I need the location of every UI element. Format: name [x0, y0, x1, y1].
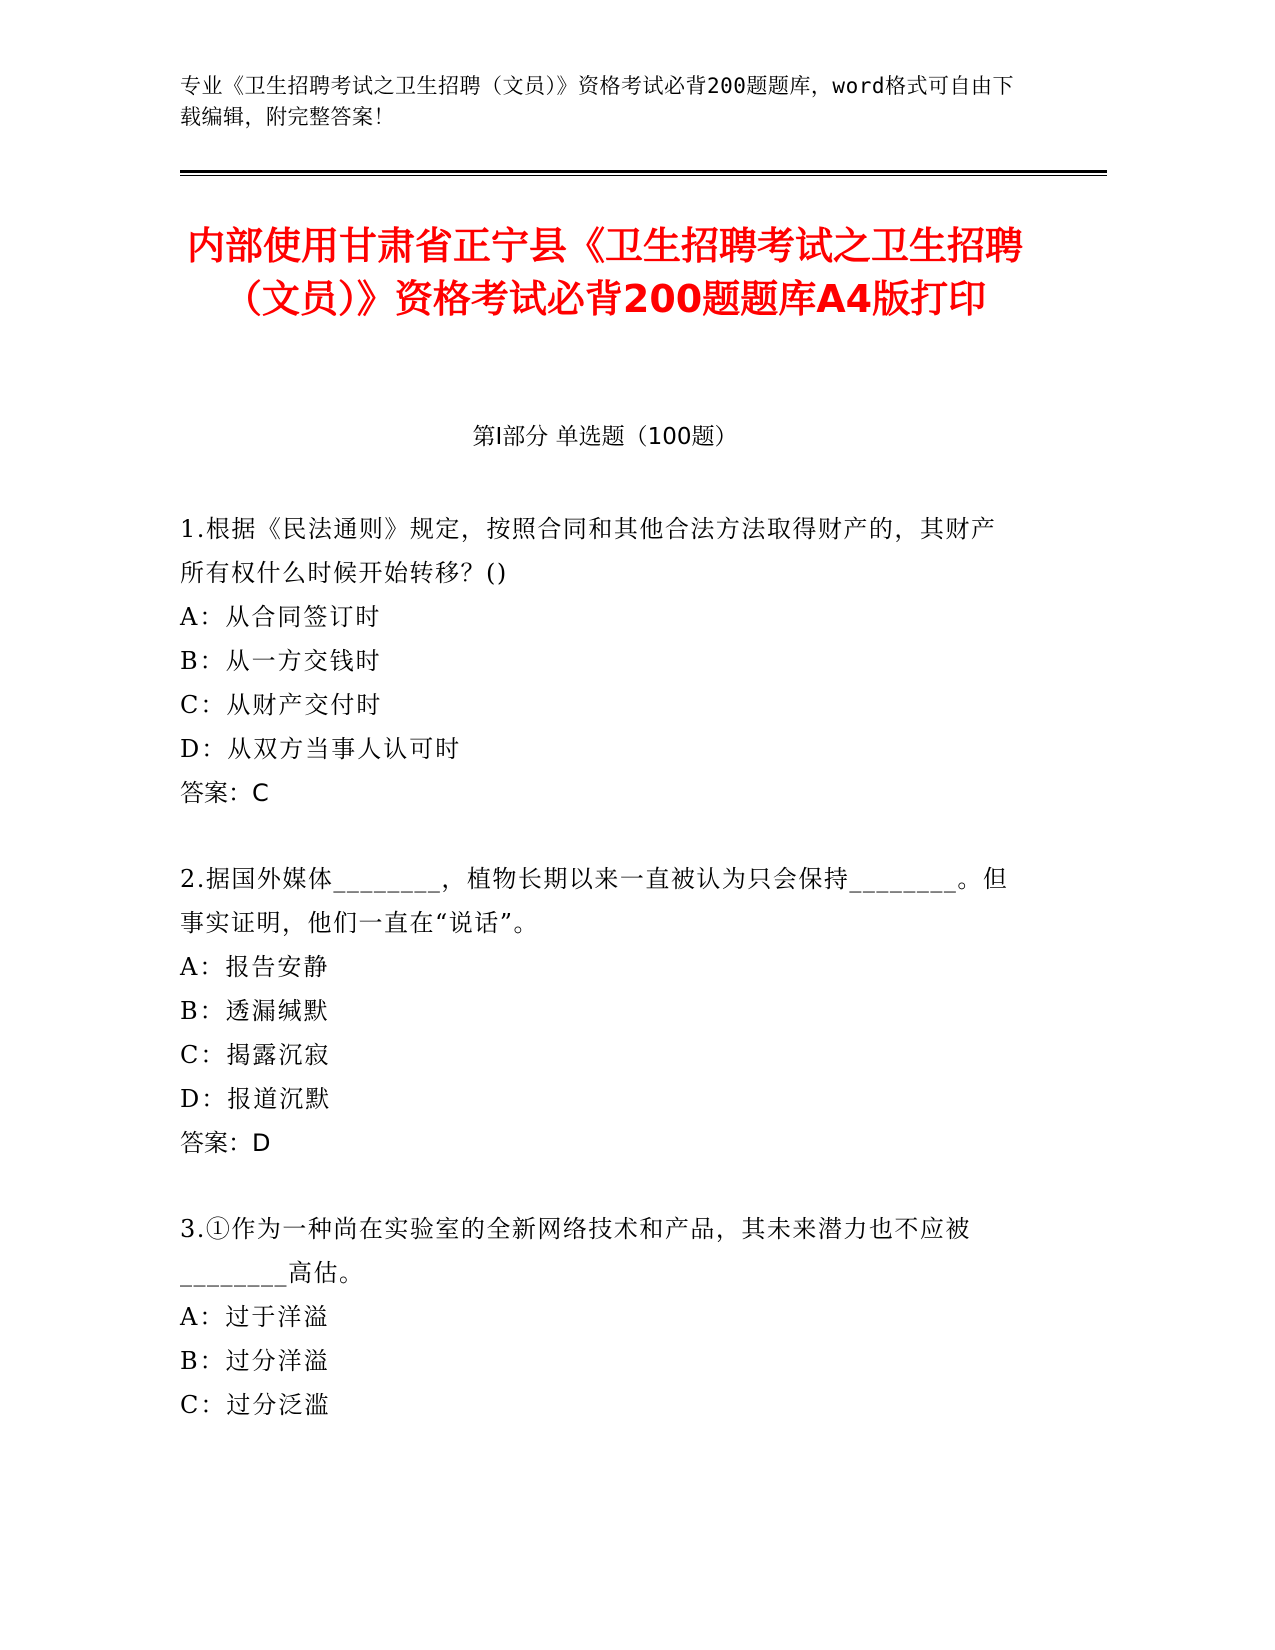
option-c: C：揭露沉寂: [180, 1041, 331, 1069]
header-divider-thick: [180, 170, 1107, 173]
document-title: 内部使用甘肃省正宁县《卫生招聘考试之卫生招聘（文员）》资格考试必背200题题库A4版打印: [186, 224, 1023, 321]
question-text: 3.①作为一种尚在实验室的全新网络技术和产品，其未来潜力也不应被________高估。: [180, 1215, 971, 1287]
option-c: C：从财产交付时: [180, 691, 383, 719]
option-b: B：过分洋溢: [180, 1347, 330, 1375]
option-b: B：从一方交钱时: [180, 647, 382, 675]
option-a: A：过于洋溢: [180, 1303, 330, 1331]
question-text: 1.根据《民法通则》规定，按照合同和其他合法方法取得财产的，其财产所有权什么时候开始转移？(): [180, 515, 997, 587]
option-a: A：从合同签订时: [180, 603, 382, 631]
question-1: [180, 507, 1012, 815]
header-divider-thin: [180, 175, 1107, 176]
option-a: A：报告安静: [180, 953, 330, 981]
question-2: [180, 857, 1012, 1165]
option-b: B：透漏缄默: [180, 997, 330, 1025]
section-title: 第Ⅰ部分 单选题（100题）: [472, 424, 738, 450]
option-c: C：过分泛滥: [180, 1391, 331, 1419]
header-note: 专业《卫生招聘考试之卫生招聘（文员）》资格考试必背200题题库，word格式可自由下载编辑，附完整答案！: [180, 74, 1014, 129]
question-3: [180, 1207, 1012, 1427]
answer: 答案：C: [180, 779, 269, 807]
option-d: D：从双方当事人认可时: [180, 735, 462, 763]
option-d: D：报道沉默: [180, 1085, 332, 1113]
question-list: [180, 507, 1012, 1469]
question-text: 2.据国外媒体________，植物长期以来一直被认为只会保持________。但事实证明，他们一直在“说话”。: [180, 865, 1009, 937]
answer: 答案：D: [180, 1129, 271, 1157]
